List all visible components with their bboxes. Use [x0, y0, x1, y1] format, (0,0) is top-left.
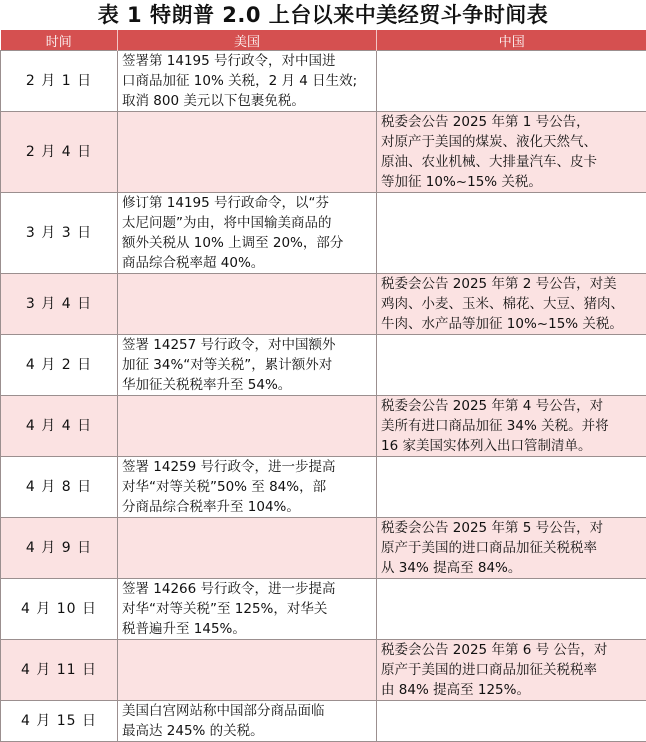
- table-row: [1, 457, 646, 518]
- cn-cell: [377, 51, 646, 112]
- table-row: [1, 396, 646, 457]
- table-row: [1, 51, 646, 112]
- header-us: 美国: [118, 30, 377, 51]
- table-header-row: [1, 30, 646, 51]
- date-cell: 4 月 2 日: [1, 335, 118, 396]
- date-cell: 4 月 8 日: [1, 457, 118, 518]
- us-cell: [118, 640, 377, 701]
- table-row: [1, 193, 646, 274]
- cn-text: 税委会公告 2025 年第 5 号公告，对 原产于美国的进口商品加征关税税率 从 34% 提高至 84%。: [381, 520, 604, 576]
- us-cell: [118, 579, 377, 640]
- us-cell: [118, 396, 377, 457]
- date-cell: 4 月 4 日: [1, 396, 118, 457]
- table-row: [1, 112, 646, 193]
- us-text: 美国白宫网站称中国部分商品面临 最高达 245% 的关税。: [122, 703, 325, 739]
- page-title: 表 1 特朗普 2.0 上台以来中美经贸斗争时间表: [97, 3, 549, 27]
- table-row: [1, 579, 646, 640]
- header-date: 时间: [1, 30, 118, 51]
- header-cn: 中国: [377, 30, 646, 51]
- cn-cell: [377, 518, 646, 579]
- date-cell: 3 月 3 日: [1, 193, 118, 274]
- cn-text: 税委会公告 2025 年第 4 号公告，对 美所有进口商品加征 34% 关税。并将 16 家美国实体列入出口管制清单。: [381, 398, 609, 454]
- us-cell: [118, 457, 377, 518]
- cn-cell: [377, 112, 646, 193]
- cn-cell: [377, 701, 646, 742]
- us-text: 修订第 14195 号行政命令，以“芬 太尼问题”为由，将中国输美商品的 额外关税从 10% 上调至 20%，部分 商品综合税率超 40%。: [122, 195, 344, 271]
- date-cell: 4 月 10 日: [1, 579, 118, 640]
- table-row: [1, 274, 646, 335]
- cn-cell: [377, 457, 646, 518]
- date-cell: 2 月 1 日: [1, 51, 118, 112]
- us-text: 签署 14259 号行政令，进一步提高 对华“对等关税”50% 至 84%，部 分商品综合税率升至 104%。: [122, 459, 336, 515]
- us-cell: [118, 701, 377, 742]
- us-text: 签署 14266 号行政令，进一步提高 对华“对等关税”至 125%，对华关 税普遍升至 145%。: [122, 581, 336, 637]
- us-text: 签署 14257 号行政令，对中国额外 加征 34%“对等关税”，累计额外对 华加征关税税率升至 54%。: [122, 337, 336, 393]
- us-cell: [118, 193, 377, 274]
- date-cell: 3 月 4 日: [1, 274, 118, 335]
- date-cell: 4 月 11 日: [1, 640, 118, 701]
- cn-cell: [377, 396, 646, 457]
- timeline-table: [0, 30, 646, 742]
- table-row: [1, 518, 646, 579]
- cn-text: 税委会公告 2025 年第 1 号公告， 对原产于美国的煤炭、液化天然气、 原油、农业机械、大排量汽车、皮卡 等加征 10%~15% 关税。: [381, 114, 597, 190]
- us-cell: [118, 518, 377, 579]
- table-row: [1, 640, 646, 701]
- cn-text: 税委会公告 2025 年第 6 号 公告，对 原产于美国的进口商品加征关税税率 由 84% 提高至 125%。: [381, 642, 608, 698]
- cn-cell: [377, 640, 646, 701]
- date-cell: 4 月 15 日: [1, 701, 118, 742]
- table-row: [1, 335, 646, 396]
- date-cell: 4 月 9 日: [1, 518, 118, 579]
- us-cell: [118, 112, 377, 193]
- us-cell: [118, 51, 377, 112]
- cn-cell: [377, 579, 646, 640]
- date-cell: 2 月 4 日: [1, 112, 118, 193]
- us-cell: [118, 274, 377, 335]
- us-cell: [118, 335, 377, 396]
- table-row: [1, 701, 646, 742]
- cn-cell: [377, 274, 646, 335]
- cn-cell: [377, 193, 646, 274]
- us-text: 签署第 14195 号行政令，对中国进 口商品加征 10% 关税，2 月 4 日生效; 取消 800 美元以下包裹免税。: [122, 53, 358, 109]
- cn-cell: [377, 335, 646, 396]
- cn-text: 税委会公告 2025 年第 2 号公告，对美 鸡肉、小麦、玉米、棉花、大豆、猪肉、 牛肉、水产品等加征 10%~15% 关税。: [381, 276, 624, 332]
